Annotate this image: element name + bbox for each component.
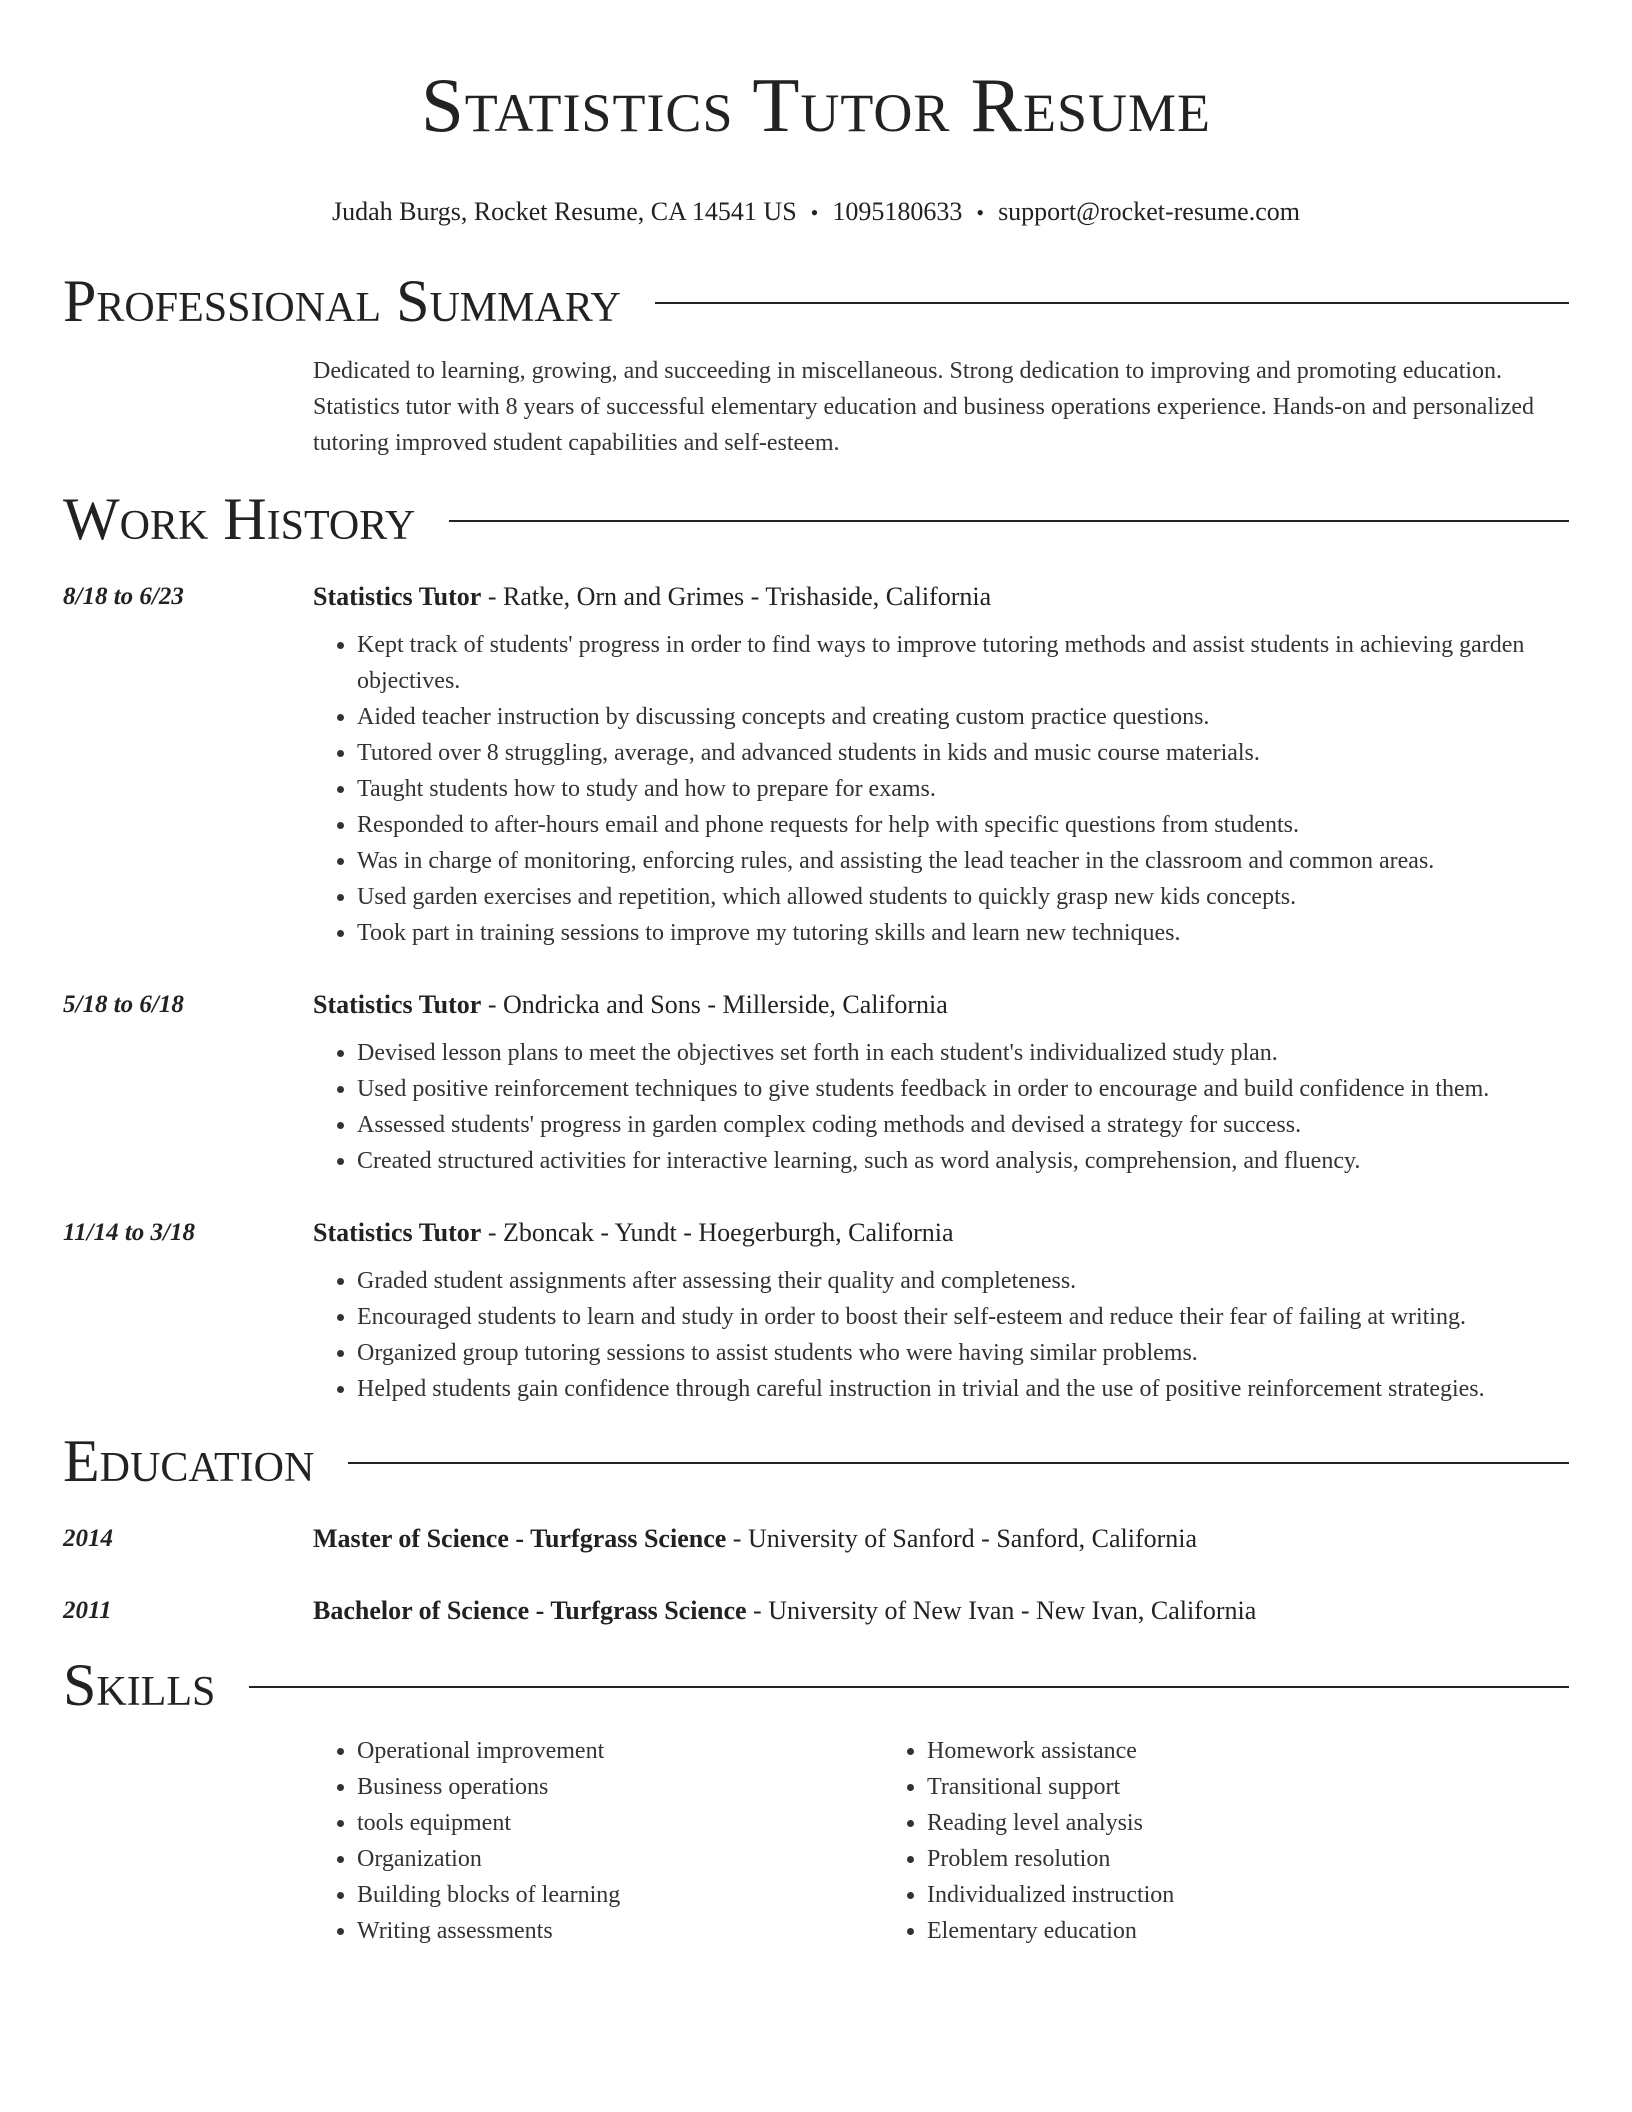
skill-item: • Business operations [357, 1769, 883, 1805]
education-heading: Education [63, 1428, 315, 1494]
education-line [313, 1521, 1197, 1557]
work-section-header [63, 487, 1569, 551]
job-bullet: • Graded student assignments after assessing their quality and completeness. [357, 1263, 1569, 1299]
job-bullets [313, 1263, 1569, 1407]
education-year: 2014 [63, 1525, 113, 1552]
skill-item: • Homework assistance [927, 1733, 1174, 1769]
job-bullet: • Encouraged students to learn and study in order to boost their self-esteem and reduce their fear of failing at writing. [357, 1299, 1569, 1335]
job-bullets [313, 1035, 1569, 1179]
section-divider [449, 520, 1569, 522]
job-dates: 8/18 to 6/23 [63, 583, 184, 610]
skills-list-right [883, 1733, 1174, 1949]
skill-item: • Organization [357, 1841, 883, 1877]
job-bullet: • Was in charge of monitoring, enforcing rules, and assisting the lead teacher in the classroom and common areas. [357, 843, 1569, 879]
job-title-line [313, 987, 1569, 1023]
degree: Master of Science - Turfgrass Science [313, 1524, 727, 1553]
skills-heading: Skills [63, 1652, 216, 1718]
section-divider [348, 1462, 1569, 1464]
education-section-header [63, 1429, 1569, 1493]
summary-text: Dedicated to learning, growing, and succeeding in miscellaneous. Strong dedication to improving and promoting education. Statistics tutor with 8 years of successful elementary education and business operations experience. Hands-on and personalized tutoring improved student capabilities and self-esteem. [313, 358, 1534, 456]
skill-item: • tools equipment [357, 1805, 883, 1841]
job-title: Statistics Tutor [313, 1218, 482, 1247]
job-bullet: • Helped students gain confidence through careful instruction in trivial and the use of positive reinforcement strategies. [357, 1371, 1569, 1407]
resume-title: Statistics Tutor Resume [420, 62, 1212, 148]
contact-phone: 1095180633 [832, 197, 963, 226]
job-dates: 11/14 to 3/18 [63, 1219, 195, 1246]
education-details: - University of Sanford - Sanford, California [726, 1524, 1198, 1553]
job-details: - Ondricka and Sons - Millerside, California [481, 990, 948, 1019]
job-entry [63, 1215, 1569, 1407]
skill-item: • Building blocks of learning [357, 1877, 883, 1913]
contact-address: Judah Burgs, Rocket Resume, CA 14541 US [332, 197, 797, 226]
job-bullet: • Assessed students' progress in garden complex coding methods and devised a strategy for success. [357, 1107, 1569, 1143]
job-details: - Zboncak - Yundt - Hoegerburgh, California [481, 1218, 954, 1247]
job-entry [63, 987, 1569, 1179]
job-bullet: • Created structured activities for interactive learning, such as word analysis, comprehension, and fluency. [357, 1143, 1569, 1179]
education-details: - University of New Ivan - New Ivan, California [746, 1596, 1257, 1625]
bullet-separator: • [810, 200, 819, 225]
skill-item: • Operational improvement [357, 1733, 883, 1769]
job-bullet: • Responded to after-hours email and phone requests for help with specific questions from students. [357, 807, 1569, 843]
job-bullet: • Organized group tutoring sessions to assist students who were having similar problems. [357, 1335, 1569, 1371]
skill-item: • Elementary education [927, 1913, 1174, 1949]
job-bullet: • Devised lesson plans to meet the objectives set forth in each student's individualized study plan. [357, 1035, 1569, 1071]
skill-item: • Problem resolution [927, 1841, 1174, 1877]
skills-section-header [63, 1653, 1569, 1717]
job-bullet: • Used garden exercises and repetition, which allowed students to quickly grasp new kids concepts. [357, 879, 1569, 915]
job-bullet: • Took part in training sessions to improve my tutoring skills and learn new techniques. [357, 915, 1569, 951]
education-entry [63, 1593, 1569, 1629]
job-body [313, 987, 1569, 1179]
education-entry [63, 1521, 1569, 1557]
section-divider [249, 1686, 1569, 1688]
job-bullet: • Taught students how to study and how to prepare for exams. [357, 771, 1569, 807]
job-bullet: • Used positive reinforcement techniques to give students feedback in order to encourage and build confidence in them. [357, 1071, 1569, 1107]
bullet-separator: • [976, 200, 985, 225]
summary-section-header [63, 269, 1569, 333]
job-dates: 5/18 to 6/18 [63, 991, 184, 1018]
contact-line [63, 196, 1569, 229]
job-body [313, 579, 1569, 951]
skill-item: • Writing assessments [357, 1913, 883, 1949]
job-body [313, 1215, 1569, 1407]
job-bullet: • Kept track of students' progress in order to find ways to improve tutoring methods and assist students in achieving garden objectives. [357, 627, 1569, 699]
section-divider [655, 302, 1569, 304]
job-entry [63, 579, 1569, 951]
job-bullet: • Tutored over 8 struggling, average, and advanced students in kids and music course materials. [357, 735, 1569, 771]
skill-item: • Individualized instruction [927, 1877, 1174, 1913]
skills-columns [313, 1733, 1569, 1949]
education-line [313, 1593, 1256, 1629]
degree: Bachelor of Science - Turfgrass Science [313, 1596, 747, 1625]
summary-heading: Professional Summary [63, 268, 621, 334]
job-bullet: • Aided teacher instruction by discussing concepts and creating custom practice questions. [357, 699, 1569, 735]
work-heading: Work History [63, 486, 416, 552]
skill-item: • Transitional support [927, 1769, 1174, 1805]
job-bullets [313, 627, 1569, 951]
job-title-line [313, 579, 1569, 615]
education-year: 2011 [63, 1597, 112, 1624]
job-title: Statistics Tutor [313, 990, 482, 1019]
skill-item: • Reading level analysis [927, 1805, 1174, 1841]
skills-list-left [313, 1733, 883, 1949]
job-details: - Ratke, Orn and Grimes - Trishaside, California [481, 582, 992, 611]
contact-email: support@rocket-resume.com [998, 197, 1300, 226]
job-title: Statistics Tutor [313, 582, 482, 611]
job-title-line [313, 1215, 1569, 1251]
